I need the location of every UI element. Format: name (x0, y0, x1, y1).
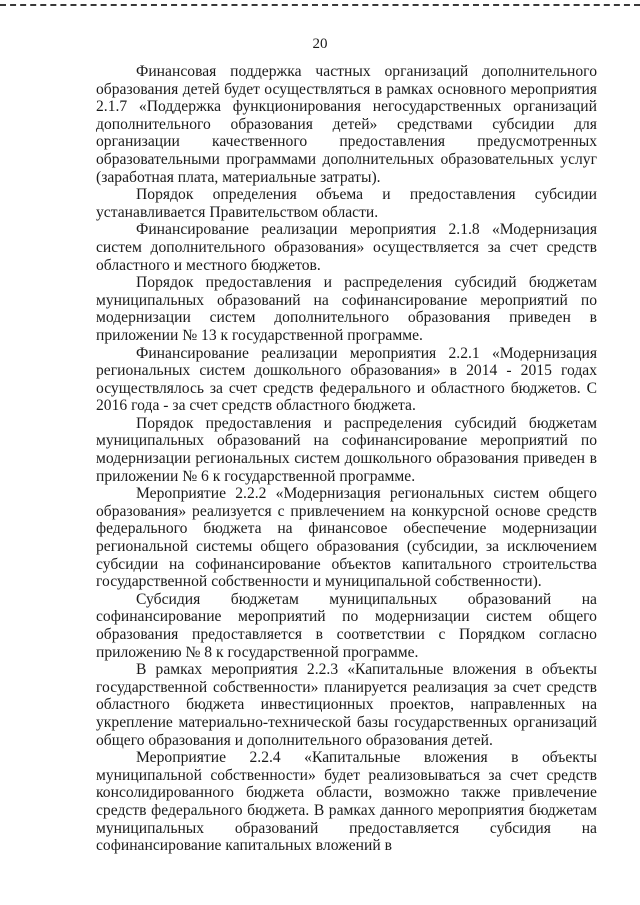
paragraph: Порядок определения объема и предоставления субсидии устанавливается Правительством области. (96, 186, 597, 221)
scan-edge-rule (0, 4, 640, 6)
paragraph: Мероприятие 2.2.4 «Капитальные вложения в объекты муниципальной собственности» будет реализовываться за счет средств консолидированного бюджета области, возможно также привлечение средств федерального бюджета. В рамках данного мероприятия бюджетам муниципальных образований предоставляется субсидия на софинансирование капитальных вложений в (96, 749, 597, 855)
page-number: 20 (312, 36, 328, 52)
paragraph: В рамках мероприятия 2.2.3 «Капитальные вложения в объекты государственной собственности» планируется реализация за счет средств областного бюджета инвестиционных проектов, направленных на укрепление материально-технической базы государственных организаций общего образования и дополнительного образования детей. (96, 661, 597, 749)
paragraph: Мероприятие 2.2.2 «Модернизация региональных систем общего образования» реализуется с привлечением на конкурсной основе средств федерального бюджета на финансовое обеспечение модернизации региональной системы общего образования (субсидии, за исключением субсидии на софинансирование объектов капитального строительства государственной собственности и муниципальной собственности). (96, 485, 597, 591)
body-text (96, 63, 597, 855)
paragraph: Порядок предоставления и распределения субсидий бюджетам муниципальных образований на софинансирование мероприятий по модернизации региональных систем дошкольного образования приведен в приложении № 6 к государственной программе. (96, 414, 597, 485)
paragraph: Финансирование реализации мероприятия 2.2.1 «Модернизация региональных систем дошкольного образования» в 2014 - 2015 годах осуществлялось за счет средств федерального и областного бюджетов. С 2016 года - за счет средств областного бюджета. (96, 344, 597, 415)
paragraph: Финансовая поддержка частных организаций дополнительного образования детей будет осуществляться в рамках основного мероприятия 2.1.7 «Поддержка функционирования негосударственных организаций дополнительного образования детей» средствами субсидии для организации качественного предоставления предусмотренных образовательными программами дополнительных образовательных услуг (заработная плата, материальные затраты). (96, 63, 597, 186)
paragraph: Субсидия бюджетам муниципальных образований на софинансирование мероприятий по модернизации систем общего образования предоставляется в соответствии с Порядком согласно приложению № 8 к государственной программе. (96, 590, 597, 661)
paragraph: Порядок предоставления и распределения субсидий бюджетам муниципальных образований на софинансирование мероприятий по модернизации систем дополнительного образования приведен в приложении № 13 к государственной программе. (96, 274, 597, 344)
paragraph: Финансирование реализации мероприятия 2.1.8 «Модернизация систем дополнительного образования» осуществляется за счет средств областного и местного бюджетов. (96, 221, 597, 274)
